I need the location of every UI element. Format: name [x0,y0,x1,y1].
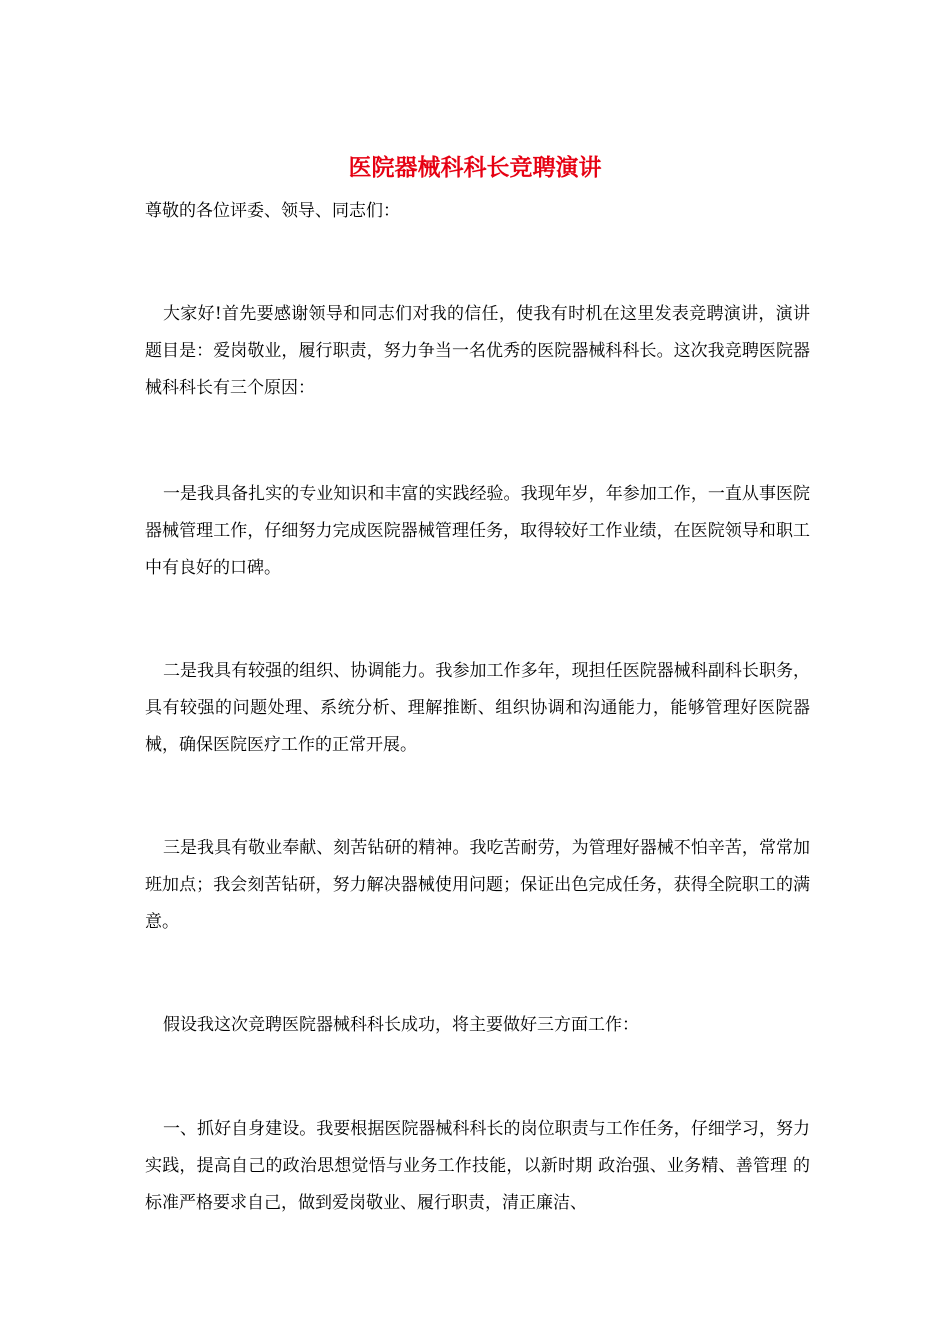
paragraph-reason-two: 二是我具有较强的组织、协调能力。我参加工作多年，现担任医院器械科副科长职务，具有较强的问题处理、系统分析、理解推断、组织协调和沟通能力，能够管理好医院器械，确保医院医疗工作的正常开展。 [145,661,810,755]
paragraph-intro: 大家好!首先要感谢领导和同志们对我的信任，使我有时机在这里发表竞聘演讲，演讲题目是：爱岗敬业，履行职责，努力争当一名优秀的医院器械科科长。这次我竞聘医院器械科科长有三个原因： [145,304,810,398]
paragraph-reason-three: 三是我具有敬业奉献、刻苦钻研的精神。我吃苦耐劳，为管理好器械不怕辛苦，常常加班加点；我会刻苦钻研，努力解决器械使用问题；保证出色完成任务，获得全院职工的满意。 [145,838,810,932]
paragraph-plan-one: 一、抓好自身建设。我要根据医院器械科科长的岗位职责与工作任务，仔细学习，努力实践，提高自己的政治思想觉悟与业务工作技能，以新时期 政治强、业务精、善管理 的标准严格要求自己，做到爱岗敬业、履行职责，清正廉洁、 [145,1119,810,1213]
document-title: 医院器械科科长竞聘演讲 [348,154,602,181]
paragraph-plan-intro: 假设我这次竞聘医院器械科科长成功，将主要做好三方面工作： [163,1015,639,1035]
greeting-line: 尊敬的各位评委、领导、同志们： [145,201,400,221]
paragraph-reason-one: 一是我具备扎实的专业知识和丰富的实践经验。我现年岁，年参加工作，一直从事医院器械管理工作，仔细努力完成医院器械管理任务，取得较好工作业绩，在医院领导和职工中有良好的口碑。 [145,484,810,578]
